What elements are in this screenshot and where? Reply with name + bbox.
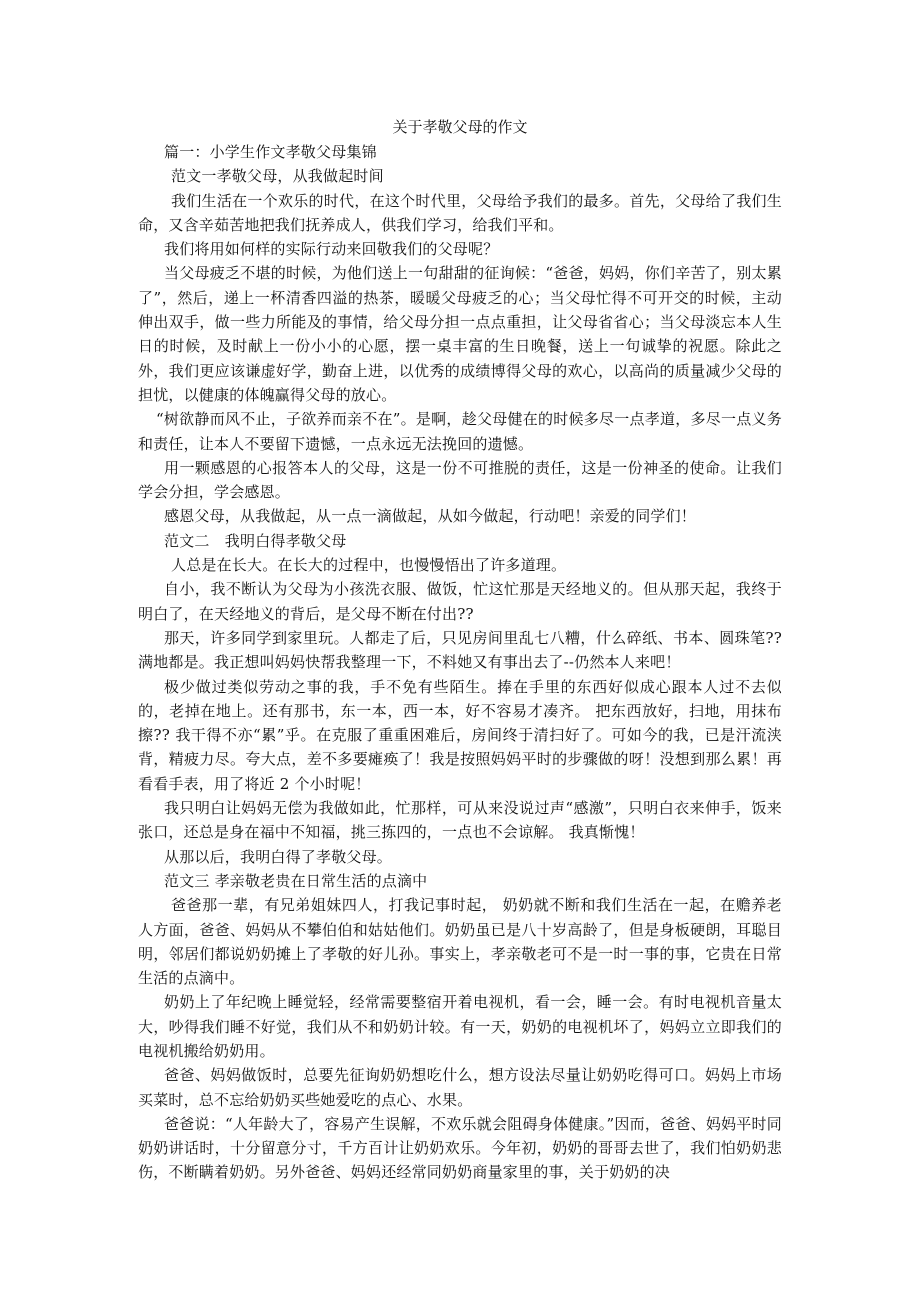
document-title: 关于孝敬父母的作文 bbox=[392, 118, 528, 136]
document-page bbox=[138, 116, 782, 1185]
paragraph: 自小，我不断认为父母为小孩洗衣服、做饭，忙这忙那是天经地义的。但从那天起，我终于明白了，在天经地义的背后，是父母不断在付出?? bbox=[138, 580, 782, 623]
paragraph: 我们将用如何样的实际行动来回敬我们的父母呢？ bbox=[164, 240, 499, 259]
paragraph: 我们生活在一个欢乐的时代，在这个时代里，父母给予我们的最多。首先，父母给了我们生命，又含辛茹苦地把我们抚养成人，供我们学习，给我们平和。 bbox=[138, 191, 782, 234]
paragraph: 篇一：小学生作文孝敬父母集锦 bbox=[164, 143, 377, 161]
paragraph: 我只明白让妈妈无偿为我做如此，忙那样，可从来没说过声“感激”，只明白衣来伸手，饭来张口，还总是身在福中不知福，挑三拣四的，一点也不会谅解。 我真惭愧！ bbox=[138, 799, 782, 842]
paragraph: 范文一孝敬父母，从我做起时间 bbox=[171, 167, 384, 186]
paragraph: 爸爸、妈妈做饭时，总要先征询奶奶想吃什么，想方设法尽量让奶奶吃得可口。妈妈上市场买菜时，总不忘给奶奶买些她爱吃的点心、水果。 bbox=[138, 1066, 782, 1109]
paragraph: 用一颗感恩的心报答本人的父母，这是一份不可推脱的责任，这是一份神圣的使命。让我们学会分担，学会感恩。 bbox=[138, 458, 782, 502]
paragraph: 范文三 孝亲敬老贵在日常生活的点滴中 bbox=[164, 871, 428, 890]
paragraph: 人总是在长大。在长大的过程中，也慢慢悟出了许多道理。 bbox=[171, 556, 567, 575]
paragraph: 感恩父母，从我做起，从一点一滴做起，从如今做起，行动吧！亲爱的同学们！ bbox=[164, 507, 697, 526]
paragraph: 极少做过类似劳动之事的我，手不免有些陌生。捧在手里的东西好似成心跟本人过不去似的，老掉在地上。还有那书，东一本，西一本，好不容易才凑齐。 把东西放好，扫地，用抹布擦?? 我干得不亦“累”乎。在克服了重重困难后，房间终于清扫好了。可如今的我，已是汗流浃背，精疲力尽。夸大点，差不多要瘫痪了！我是按照妈妈平时的步骤做的呀！没想到那么累！再看看手表，用了将近 2 个小时呢！ bbox=[138, 677, 782, 793]
paragraph: 从那以后，我明白得了孝敬父母。 bbox=[164, 847, 393, 866]
paragraph: “树欲静而风不止，子欲养而亲不在”。是啊，趁父母健在的时候多尽一点孝道，多尽一点义务和责任，让本人不要留下遗憾，一点永远无法挽回的遗憾。 bbox=[138, 410, 782, 453]
paragraph: 爸爸那一辈，有兄弟姐妹四人，打我记事时起， 奶奶就不断和我们生活在一起，在赡养老人方面，爸爸、妈妈从不攀伯伯和姑姑他们。奶奶虽已是八十岁高龄了，但是身板硬朗，耳聪目明，邻居们都说奶奶摊上了孝敬的好儿孙。事实上，孝亲敬老可不是一时一事的事，它贵在日常生活的点滴中。 bbox=[138, 896, 782, 988]
paragraph: 当父母疲乏不堪的时候，为他们送上一句甜甜的征询候：“爸爸，妈妈，你们辛苦了，别太累了”，然后，递上一杯清香四溢的热茶，暖暖父母疲乏的心；当父母忙得不可开交的时候，主动伸出双手，做一些力所能及的事情，给父母分担一点点重担，让父母省省心；当父母淡忘本人生日的时候，及时献上一份小小的心愿，摆一桌丰富的生日晚餐，送上一句诚挚的祝愿。除此之外，我们更应该谦虚好学，勤奋上进，以优秀的成绩博得父母的欢心，以高尚的质量减少父母的担忧，以健康的体魄赢得父母的放心。 bbox=[138, 264, 782, 404]
paragraph: 爸爸说：“人年龄大了，容易产生误解，不欢乐就会阻碍身体健康。”因而，爸爸、妈妈平时同奶奶讲话时，十分留意分寸，千方百计让奶奶欢乐。今年初，奶奶的哥哥去世了，我们怕奶奶悲伤，不断瞒着奶奶。另外爸爸、妈妈还经常同奶奶商量家里的事，关于奶奶的决 bbox=[138, 1114, 782, 1182]
paragraph: 奶奶上了年纪晚上睡觉轻，经常需要整宿开着电视机，看一会，睡一会。有时电视机音量太大，吵得我们睡不好觉，我们从不和奶奶计较。有一天，奶奶的电视机坏了，妈妈立立即我们的电视机搬给奶奶用。 bbox=[138, 993, 782, 1060]
document-body bbox=[138, 140, 782, 1185]
paragraph: 范文二 我明白得孝敬父母 bbox=[164, 531, 347, 550]
paragraph: 那天，许多同学到家里玩。人都走了后，只见房间里乱七八糟，什么碎纸、书本、圆珠笔??满地都是。我正想叫妈妈快帮我整理一下，不料她又有事出去了--仍然本人来吧！ bbox=[138, 628, 782, 672]
